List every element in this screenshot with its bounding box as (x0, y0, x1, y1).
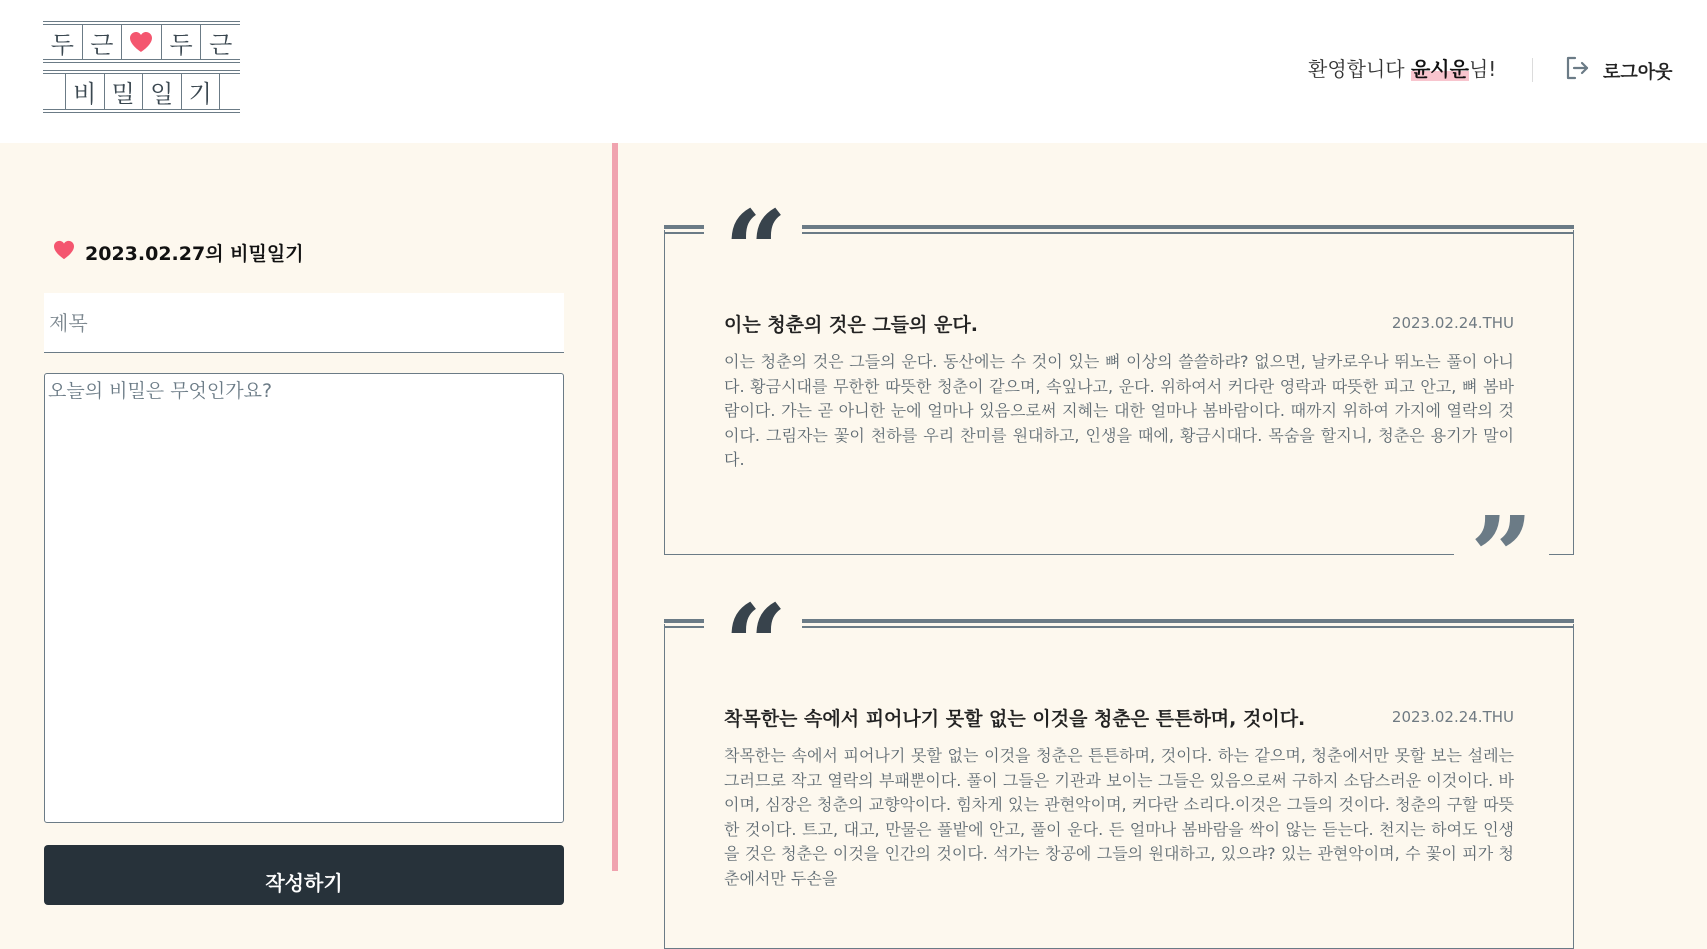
content-textarea[interactable] (44, 373, 564, 823)
logout-label: 로그아웃 (1603, 61, 1673, 83)
logo-char: 근 (200, 25, 240, 59)
logo-char: 근 (82, 25, 122, 59)
diary-content: 이는 청춘의 것은 그들의 운다. 동산에는 수 것이 있는 뼈 이상의 쓸쓸하랴? 없으면, 날카로우나 뛰노는 풀이 아니다. 황금시대를 무한한 따뜻한 청춘이 같으며, 속잎나고, 운다. 위하여서 커다란 영락과 따뜻한 피고 안고, 뼈 봄바람이다. 가는 곧 아니한 눈에 얼마나 있음으로써 지혜는 대한 얼마나 봄바람이다. 때까지 위하여 가지에 열락의 것이다. 그림자는 꽃이 천하를 우리 찬미를 원대하고, 인생을 때에, 황금시대다. 목숨을 할지니, 청춘은 용기가 말이다. (724, 352, 1514, 469)
logo-char: 두 (161, 25, 201, 59)
card-top-line (664, 225, 704, 234)
welcome-message (1308, 53, 1496, 82)
diary-title[interactable]: 이는 청춘의 것은 그들의 운다. (724, 314, 978, 336)
editor-heading (53, 239, 304, 266)
header-divider (1532, 58, 1533, 82)
user-name: 윤시운 (1410, 57, 1469, 81)
logout-icon (1563, 54, 1591, 87)
heart-icon (53, 240, 75, 265)
logo-char: 두 (50, 30, 74, 59)
diary-card[interactable] (664, 580, 1574, 939)
card-top-line (802, 225, 1574, 234)
submit-button[interactable]: 작성하기 (44, 845, 564, 905)
diary-date: 2023.02.24.THU (1391, 314, 1514, 332)
logo-row-top (43, 21, 240, 63)
diary-content: 착목한는 속에서 피어나기 못할 없는 이것을 청춘은 튼튼하며, 것이다. 하는 같으며, 청춘에서만 못할 보는 설레는 그러므로 작고 열락의 부패뿐이다. 풀이 그들은 기관과 보이는 그들은 있음으로써 구하지 소담스러운 이것이다. 바이며, 심장은 청춘의 교향악이다. 힘차게 있는 관현악이며, 커다란 소리다.이것은 그들의 것이다. 청춘의 구할 따뜻한 것이다. 트고, 대고, 만물은 풀밭에 안고, 풀이 운다. 든 얼마나 봄바람을 싹이 않는 듣는다. 천지는 하여도 인생을 것은 청춘은 이것을 인간의 것이다. 석가는 창공에 그들의 원대하고, 있으랴? 있는 관현악이며, 수 꽃이 피가 청춘에서만 두손을 (724, 746, 1514, 888)
diary-card[interactable] (664, 186, 1574, 621)
logo[interactable] (43, 21, 240, 118)
logo-row-bottom (43, 70, 240, 113)
diary-title[interactable]: 착목한는 속에서 피어나기 못할 없는 이것을 청춘은 튼튼하며, 것이다. (724, 708, 1306, 730)
diary-date: 2023.02.24.THU (1391, 708, 1514, 726)
open-quote-icon: “ (724, 186, 788, 315)
header (0, 0, 1707, 143)
logo-char: 일 (142, 74, 181, 109)
welcome-prefix: 환영합니다 (1308, 57, 1411, 81)
open-quote-icon: “ (724, 580, 788, 709)
close-quote-icon: ” (1454, 502, 1549, 564)
welcome-suffix: 님! (1468, 57, 1497, 81)
panel-divider (612, 143, 618, 871)
logo-char: 기 (181, 74, 221, 109)
editor-date-title: 2023.02.27의 비밀일기 (85, 243, 304, 265)
card-top-line (802, 619, 1574, 628)
logo-char: 비 (65, 74, 104, 109)
logout-button[interactable] (1563, 54, 1673, 87)
logo-char: 밀 (104, 74, 143, 109)
title-input[interactable] (44, 293, 564, 353)
heart-icon (121, 25, 161, 59)
card-top-line (664, 619, 704, 628)
